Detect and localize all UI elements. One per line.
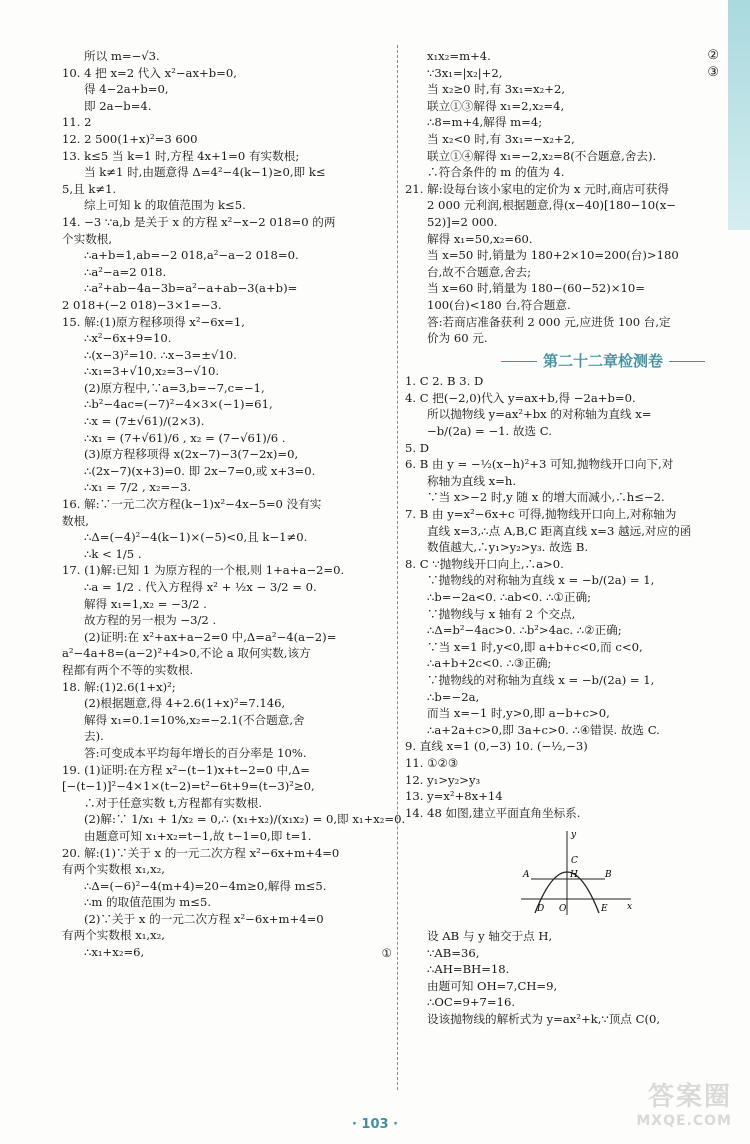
text-line: ∴b²−4ac=(−7)²−4×3×(−1)=61, [84,397,273,412]
text-line: 11. ①②③ [405,755,459,770]
text-line: 52)]=2 000. [427,214,498,229]
text-line: 答:若商店准备获利 2 000 元,应进货 100 台,定 [427,314,671,329]
text-line: 所以抛物线 y=ax²+bx 的对称轴为直线 x= [427,407,652,422]
text-line: ∴8=m+4,解得 m=4; [427,115,543,130]
text-line: 称轴为直线 x=h. [427,473,517,488]
text-line: 12. y₁>y₂>y₃ [405,772,481,787]
text-line: 11. 2 [62,115,92,130]
text-line: ∴a = 1/2 . 代入方程得 x² + ½x − 3/2 = 0. [84,580,317,594]
text-line: ∵3x₁=|x₂|+2, ③ [427,64,719,80]
text-line: ∴x²−6x+9=10. [84,331,172,346]
text-line: ∴b=−2a<0. ∴ab<0. ∴①正确; [427,590,592,604]
left-column [62,48,406,961]
text-line: 直线 x=3,∴点 A,B,C 距离直线 x=3 越远,对应的函 [427,523,692,538]
right-mid-block [405,373,725,821]
text-line: ∴a+b+2c<0. ∴③正确; [427,656,552,671]
text-line: ∴Δ=(−4)²−4(k−1)×(−5)<0,且 k−1≠0. [84,530,308,545]
text-line: 联立①③解得 x₁=2,x₂=4, [427,98,565,113]
text-line: ∴OC=9+7=16. [427,995,516,1010]
text-line: 即 2a−b=4. [84,98,152,113]
text-line: (2)原方程中,∵a=3,b=−7,c=−1, [84,380,265,395]
right-column [405,48,725,1027]
text-line: 解得 x₁=1,x₂ = −3/2 . [84,596,207,611]
page-number: · 103 · [351,1117,399,1132]
text-line: 7. B 由 y=x²−6x+c 可得,抛物线开口向上,对称轴为 [405,507,677,522]
text-line: 去). [84,729,104,744]
text-line: ∴符合条件的 m 的值为 4. [427,165,565,180]
text-line: ∵当 x=1 时,y<0,即 a+b+c<0,而 c<0, [427,639,643,654]
point-a-label: A [523,870,530,881]
text-line: 有两个实数根 x₁,x₂, [62,862,165,877]
text-line: 2 000 元利润,根据题意,得(x−40)[180−10(x− [427,198,676,213]
text-line: 5,且 k≠1. [62,181,117,196]
text-line: ∵AB=36, [427,945,480,960]
text-line: ∴x = (7±√61)/(2×3). [84,414,205,429]
text-line: 设 AB 与 y 轴交于点 H, [427,928,553,943]
x-label: x [627,902,633,913]
text-line: ∴Δ=(−6)²−4(m+4)=20−4m≥0,解得 m≤5. [84,878,327,893]
text-line: 18. 解:(1)2.6(1+x)²; [62,679,176,694]
watermark-sub-text: MXQE.COM [636,1113,732,1129]
text-line: ∴对于任意实数 t,方程都有实数根. [84,795,263,810]
text-line: 而当 x=−1 时,y>0,即 a−b+c>0, [427,706,610,721]
text-line: 数根, [62,513,89,528]
text-line: ∵抛物线的对称轴为直线 x = −b/(2a) = 1, [427,573,655,588]
text-line: 12. 2 500(1+x)²=3 600 [62,131,198,146]
text-line: 15. 解:(1)原方程移项得 x²−6x=1, [62,314,245,329]
text-line: 当 k≠1 时,由题意得 Δ=4²−4(k−1)≥0,即 k≤ [84,165,326,180]
text-line: 由题可知 OH=7,CH=9, [427,978,558,993]
watermark-logo [562,1076,732,1130]
text-line: ∴x₁=3+√10,x₂=3−√10. [84,364,220,379]
text-line: 5. D [405,440,430,455]
text-line: 个实数根, [62,231,113,246]
text-line: −b/(2a) = −1. 故选 C. [427,424,552,439]
point-e-label: E [601,904,608,915]
text-line: 综上可知 k 的取值范围为 k≤5. [84,198,246,213]
text-line: 台,故不合题意,舍去; [427,264,532,279]
text-line: 9. 直线 x=1 (0,−3) 10. (−½,−3) [405,739,588,754]
point-d-label: D [537,904,545,915]
text-line: 10. 4 把 x=2 代入 x²−ax+b=0, [62,65,237,80]
text-line: 13. k≤5 当 k=1 时,方程 4x+1=0 有实数根; [62,148,300,163]
text-line: ∴(x−3)²=10. ∴x−3=±√10. [84,347,237,362]
text-line: 6. B 由 y = −½(x−h)²+3 可知,抛物线开口向下,对 [405,457,674,472]
text-line: 当 x=60 时,销量为 180−(60−52)×10= [427,281,646,296]
text-line: 答:可变成本平均每年增长的百分率是 10%. [84,745,307,760]
text-line: ∴x₁ = 7/2 , x₂=−3. [84,480,192,495]
text-line: (2)根据题意,得 4+2.6(1+x)²=7.146, [84,696,286,711]
text-line: ∵抛物线与 x 轴有 2 个交点, [427,606,576,621]
text-line: ∵当 x>−2 时,y 随 x 的增大而减小,∴h≤−2. [427,490,665,505]
text-line: 当 x=50 时,销量为 180+2×10=200(台)>180 [427,248,679,263]
text-line: ∴(2x−7)(x+3)=0. 即 2x−7=0,或 x+3=0. [84,463,316,478]
text-line: 13. y=x²+8x+14 [405,789,503,804]
text-line: 21. 解:设每台该小家电的定价为 x 元时,商店可获得 [405,181,669,196]
parabola-graph [517,827,637,919]
text-line: 解得 x₁=0.1=10%,x₂=−2.1(不合题意,舍 [84,712,305,727]
text-line: 所以 m=−√3. [84,49,160,63]
watermark-main-text: 答案圈 [647,1082,732,1112]
text-line: 程都有两个不等的实数根. [62,662,194,677]
text-line: 14. −3 ∵a,b 是关于 x 的方程 x²−x−2 018=0 的两 [62,214,336,229]
text-line: 20. 解:(1)∵关于 x 的一元二次方程 x²−6x+m+4=0 [62,845,340,860]
text-line: ∴b=−2a, [427,689,480,704]
text-line: 价为 60 元. [427,331,488,346]
equation-number-mark: ① [381,945,392,960]
text-line: 19. (1)证明:在方程 x²−(t−1)x+t−2=0 中,Δ= [62,762,310,777]
text-line: ∵抛物线的对称轴为直线 x = −b/(2a) = 1, [427,672,655,687]
text-line: 1. C 2. B 3. D [405,374,484,389]
text-line: 14. 48 如图,建立平面直角坐标系. [405,805,581,820]
y-label: y [571,830,577,841]
text-line: 数值越大,∴y₁>y₂>y₃. 故选 B. [427,540,589,555]
right-bottom-block [405,928,725,1028]
text-line: 8. C ∵抛物线开口向上,∴a>0. [405,556,564,571]
point-c-label: C [571,856,578,867]
text-line: ∴m 的取值范围为 m≤5. [84,895,212,910]
text-line: ∴a+2a+c>0,即 3a+c>0. ∴④错误. 故选 C. [427,722,660,737]
text-line: (2)证明:在 x²+ax+a−2=0 中,Δ=a²−4(a−2)= [84,629,337,644]
text-line: 故方程的另一根为 −3/2 . [84,613,217,628]
text-line: ∴Δ=b²−4ac>0. ∴b²>4ac. ∴②正确; [427,623,622,638]
text-line: ∴AH=BH=18. [427,962,510,977]
point-h-label: H [570,870,578,881]
text-line: 17. (1)解:已知 1 为原方程的一个根,则 1+a+a−2=0. [62,563,345,578]
text-line: (2)∵关于 x 的一元二次方程 x²−6x+m+4=0 [84,911,324,926]
text-line: 解得 x₁=50,x₂=60. [427,231,533,246]
text-line: 得 4−2a+b=0, [84,82,169,97]
side-color-strip [728,0,750,230]
text-line: [−(t−1)]²−4×1×(t−2)=t²−6t+9=(t−3)²≥0, [62,779,315,794]
equation-number-mark: ② [707,48,719,63]
text-line: 设该抛物线的解析式为 y=ax²+k,∵顶点 C(0, [427,1011,661,1026]
text-line: 16. 解:∵一元二次方程(k−1)x²−4x−5=0 没有实 [62,497,322,512]
text-line: a²−4a+8=(a−2)²+4>0,不论 a 取何实数,该方 [62,646,311,661]
text-line: ∴x₁+x₂=6, [84,945,145,960]
text-line: 有两个实数根 x₁,x₂, [62,928,165,943]
text-line: ∴a²+ab−4a−3b=a²−a+ab−3(a+b)= [84,281,298,296]
text-line: 4. C 把(−2,0)代入 y=ax+b,得 −2a+b=0. [405,390,636,405]
text-line: 由题意可知 x₁+x₂=t−1,故 t−1=0,即 t=1. [84,828,312,843]
equation-number-mark: ③ [707,64,719,80]
point-b-label: B [605,870,612,881]
text-line: 当 x₂<0 时,有 3x₁=−x₂+2, [427,131,575,146]
right-top-block [405,48,725,347]
text-line: 100(台)<180 台,符合题意. [427,297,571,312]
chapter-title: 第二十二章检测卷 [495,353,725,370]
text-line: ∴a²−a=2 018. [84,264,167,279]
text-line: x₁x₂=m+4. ② [427,48,719,63]
origin-label: O [559,904,567,915]
text-line: 当 x₂≥0 时,有 3x₁=x₂+2, [427,82,566,97]
text-line: (3)原方程移项得 x(2x−7)−3(7−2x)=0, [84,447,299,462]
text-line: 联立①④解得 x₁=−2,x₂=8(不合题意,舍去). [427,148,657,163]
text-line: ∴x₁ = (7+√61)/6 , x₂ = (7−√61)/6 . [84,430,286,445]
text-line: ∴a+b=1,ab=−2 018,a²−a−2 018=0. [84,248,299,263]
text-line: (2)解:∵ 1/x₁ + 1/x₂ = 0,∴ (x₁+x₂)/(x₁x₂) = 0,即 x₁+x₂=0. [84,812,406,827]
column-divider [397,45,398,1090]
text-line: 2 018+(−2 018)−3×1=−3. [62,297,222,312]
text-line: ∴k < 1/5 . [84,546,142,561]
